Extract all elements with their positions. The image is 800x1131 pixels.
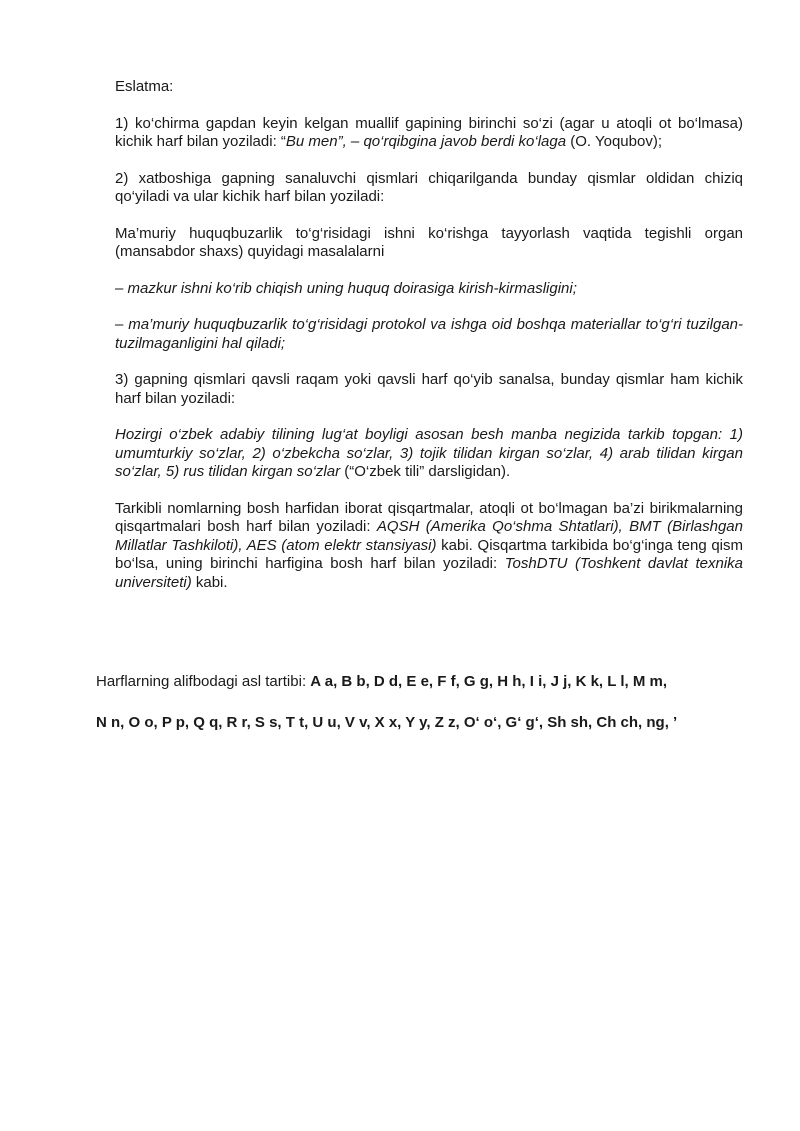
rule-3-example-source: (“O‘zbek tili” darsligidan). (340, 463, 511, 480)
rule-2: 2) xatboshiga gapning sanaluvchi qismlari chiqarilganda bunday qismlar oldidan chiziq qo‘yiladi va ular kichik harf bilan yoziladi: (115, 169, 743, 205)
alphabet-letters-2: N n, O o, P p, Q q, R r, S s, T t, U u, V v, X x, Y y, Z z, O‘ o‘, G‘ g‘, Sh sh, Ch ch, ng, ’ (96, 713, 678, 731)
rule-1-text: 1) ko‘chirma gapdan keyin kelgan muallif gapining birinchi so‘zi (agar u atoqli ot bo‘lmasa) kichik harf bilan yoziladi: “ (115, 114, 743, 150)
abbreviations-text-c: kabi. (191, 573, 228, 591)
abbreviations-example-2: ToshDTU (Toshkent davlat texnika universiteti) (115, 555, 744, 591)
rule-1 (115, 115, 743, 152)
abbreviations-text-b: kabi. Qisqartma tarkibida bo‘g‘inga teng qism bo‘lsa, uning birinchi harfigina bosh harf bilan yoziladi: (115, 536, 743, 572)
alphabet-label: Harflarning alifbodagi asl tartibi: (96, 673, 311, 690)
rule-1-author: (O. Yoqubov); (566, 133, 662, 150)
abbreviations-text-a: Tarkibli nomlarning bosh harfidan iborat qisqartmalar, atoqli ot bo‘lmagan ba’zi birikmalarning qisqartmalari bosh harf bilan yoziladi: (115, 499, 743, 535)
rule-3-example-text: Hozirgi o‘zbek adabiy tilining lug‘at boyligi asosan besh manba negizida tarkib topgan: 1) umumturkiy so‘zlar, 2) o‘zbekcha so‘zlar, 3) tojik tilidan kirgan so‘zlar, 4) arab tilidan kirgan so‘zlar, 5) rus tilidan kirgan so‘zlar (115, 426, 743, 480)
rule-2-example-line-2: – ma’muriy huquqbuzarlik to‘g‘risidagi protokol va ishga oid boshqa materiallar to‘g‘ri tuzilgan-tuzilmaganligini hal qiladi; (115, 316, 743, 352)
abbreviations-rule (115, 500, 743, 593)
alphabet-line-1 (96, 673, 756, 692)
alphabet-letters-1: A a, B b, D d, E e, F f, G g, H h, I i, J j, K k, L l, M m, (310, 673, 667, 690)
note-section (115, 78, 743, 610)
rule-1-quote: Bu men”, – qo‘rqibgina javob berdi ko‘laga (285, 133, 567, 150)
rule-2-example-intro: Ma’muriy huquqbuzarlik to‘g‘risidagi ishni ko‘rishga tayyorlash vaqtida tegishli organ (mansabdor shaxs) quyidagi masalalarni (115, 224, 743, 260)
alphabet-line-2 (96, 714, 756, 733)
rule-2-example-line-1: – mazkur ishni ko‘rib chiqish uning huquq doirasiga kirish-kirmasligini; (115, 279, 577, 297)
rule-3: 3) gapning qismlari qavsli raqam yoki qavsli harf qo‘yib sanalsa, bunday qismlar ham kichik harf bilan yoziladi: (115, 371, 743, 407)
abbreviations-examples: AQSH (Amerika Qo‘shma Shtatlari), BMT (Birlashgan Millatlar Tashkiloti), AES (atom elektr stansiyasi) (115, 518, 743, 554)
alphabet-section (96, 673, 756, 754)
note-heading: Eslatma: (115, 78, 174, 95)
rule-3-example (115, 426, 743, 482)
